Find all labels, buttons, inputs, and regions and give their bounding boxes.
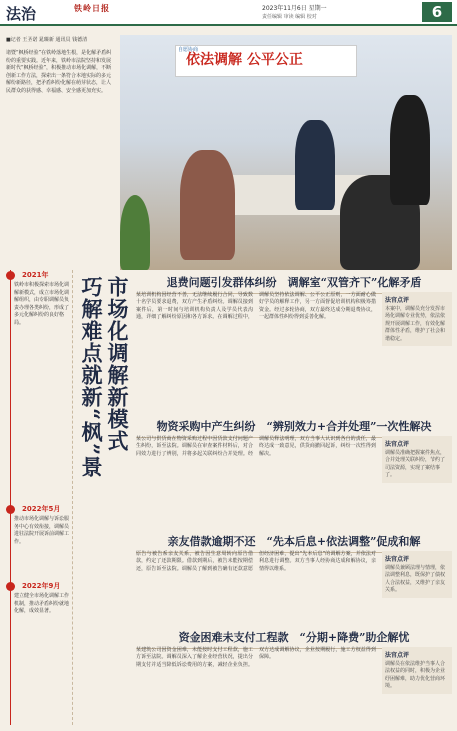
- judge-comment-text: 本案中，调解员充分发挥市场化调解专业优势，依法依规开展调解工作，有效化解群体性矛盾，维护了社会和谐稳定。: [385, 306, 446, 342]
- article-payment-dispute: [136, 629, 452, 727]
- judge-comment-text: 调解员在依法维护当事人合法权益的同时，积极为企业纾困解难，助力优化营商环境。: [385, 661, 446, 690]
- mediation-photo: [120, 35, 452, 270]
- judge-comment-text: 调解员准确把握案件焦点，合并处理关联纠纷，节约了司法资源，实现了案结事了。: [385, 450, 446, 479]
- timeline-text: 建立健全市场化调解工作机制，推动矛盾纠纷就地化解，成效显著。: [14, 593, 70, 615]
- timeline-dot: [6, 505, 15, 514]
- judge-comment-title: 法官点评: [385, 297, 410, 304]
- judge-comment: [382, 647, 452, 694]
- lead-section: [6, 36, 114, 270]
- article-body: 某培训机构因经营不善，无法继续履行合同，导致数十名学员要求退费，双方产生矛盾纠纷。调解员接到案件后，第一时间与培训机构负责人及学员代表沟通，详细了解纠纷原因和各方诉求。在调解过程中，调解员坚持依法调解、公平公正原则，一方面耐心做好学员的解释工作，另一方面督促培训机构积极筹措资金。经过多轮协商，双方最终达成分期退费协议，一起群体性纠纷得到妥善化解。: [136, 292, 376, 321]
- timeline-dot: [6, 271, 15, 280]
- headline-line-2: 巧解难点就新“枫”景: [79, 276, 104, 479]
- lead-paragraph: 诸暨“枫桥经验”在铁岭落地生根，是化解矛盾纠纷的重要实践。近年来，铁岭市法院坚持和发展新时代“枫桥经验”，积极推动市场化调解，不断创新工作方法，探索出一条符合本地实际的多元解纷新路径，把矛盾纠纷化解在萌芽状态，让人民群众的获得感、幸福感、安全感更加充实。: [6, 50, 112, 94]
- banner-subtext: 自愿协商: [178, 47, 199, 53]
- judge-comment-title: 法官点评: [385, 441, 410, 448]
- judge-comment: [382, 292, 452, 346]
- paper-logo: 铁岭日报: [74, 4, 110, 13]
- judge-comment-title: 法官点评: [385, 556, 410, 563]
- timeline-text: 推动市场化调解与诉讼服务中心有效衔接，调解员进驻法院开展诉前调解工作。: [14, 516, 70, 545]
- vertical-headline: [76, 276, 130, 731]
- person-seated-left: [180, 150, 235, 260]
- judge-comment-title: 法官点评: [385, 652, 410, 659]
- person-standing-center: [295, 120, 335, 210]
- article-loan-dispute: [136, 533, 452, 618]
- judge-comment-text: 调解员兼顾法理与情理，依法调整利息，既保护了债权人合法权益，又维护了亲友关系。: [385, 565, 446, 594]
- headline-line-1: 市场化调解新模式: [105, 276, 130, 452]
- timeline-text: 铁岭市积极探索市场化调解新模式，成立市场化调解组织，由专职调解员负责办理各类纠纷，形成了多元化解纠纷的良好格局。: [14, 282, 70, 326]
- editor-credits: 责任编辑 审读 编辑 校对: [262, 14, 317, 20]
- timeline-year: 2021年: [22, 271, 49, 279]
- timeline-year: 2022年9月: [22, 582, 61, 590]
- plant-shape: [120, 195, 150, 270]
- timeline-dot: [6, 582, 15, 591]
- article-title: 退费问题引发群体纠纷 调解室“双管齐下”化解矛盾: [136, 274, 452, 294]
- timeline-column: [4, 270, 73, 725]
- article-title: 亲友借款逾期不还 “先本后息+依法调整”促成和解: [136, 533, 452, 553]
- page-number: 6: [422, 2, 452, 22]
- byline: ■记者 王圣诺 晁臻新 通讯员 钱德清: [6, 37, 88, 43]
- person-standing-right: [390, 95, 430, 205]
- section-name: 法治: [6, 5, 37, 23]
- article-title: 资金困难未支付工程款 “分期+降费”助企解忧: [136, 629, 452, 649]
- article-body: 原告与被告系亲友关系，被告因生意周转向原告借款，约定了还款期限。借款到期后，被告未能按期偿还，原告诉至法院。调解员了解到被告确有还款意愿但经济困难，提出“先本后息”的调解方案，并依法对利息进行调整。双方当事人经协商达成和解协议，亲情得以维系。: [136, 551, 376, 572]
- issue-date: 2023年11月6日 星期一: [262, 5, 327, 12]
- article-refund-dispute: [136, 274, 452, 384]
- timeline-year: 2022年5月: [22, 505, 61, 513]
- banner-slogan: 依法调解 公平公正: [186, 52, 303, 68]
- judge-comment: [382, 551, 452, 598]
- timeline-line: [10, 270, 11, 725]
- article-procurement-dispute: [136, 418, 452, 513]
- article-body: 某公司与供货商在物资采购过程中因货款支付问题产生纠纷，诉至法院。调解员在审查案件材料后，对合同效力进行了辨别，并将多起关联纠纷合并处理。经调解员释法明理，双方当事人认识到各自的责任，最终达成一致意见，供货商撤回起诉，纠纷一次性得到解决。: [136, 436, 376, 457]
- judge-comment: [382, 436, 452, 483]
- article-body: 某建筑公司因资金困难，未能按时支付工程款，施工方诉至法院。调解员深入了解企业经营状况，提出分期支付并适当降低诉讼费用的方案，减轻企业负担。双方达成调解协议，企业按期履行，施工方权益得到保障。: [136, 647, 376, 668]
- article-title: 物资采购中产生纠纷 “辨别效力+合并处理”一次性解决: [136, 418, 452, 438]
- page-header: [0, 0, 457, 26]
